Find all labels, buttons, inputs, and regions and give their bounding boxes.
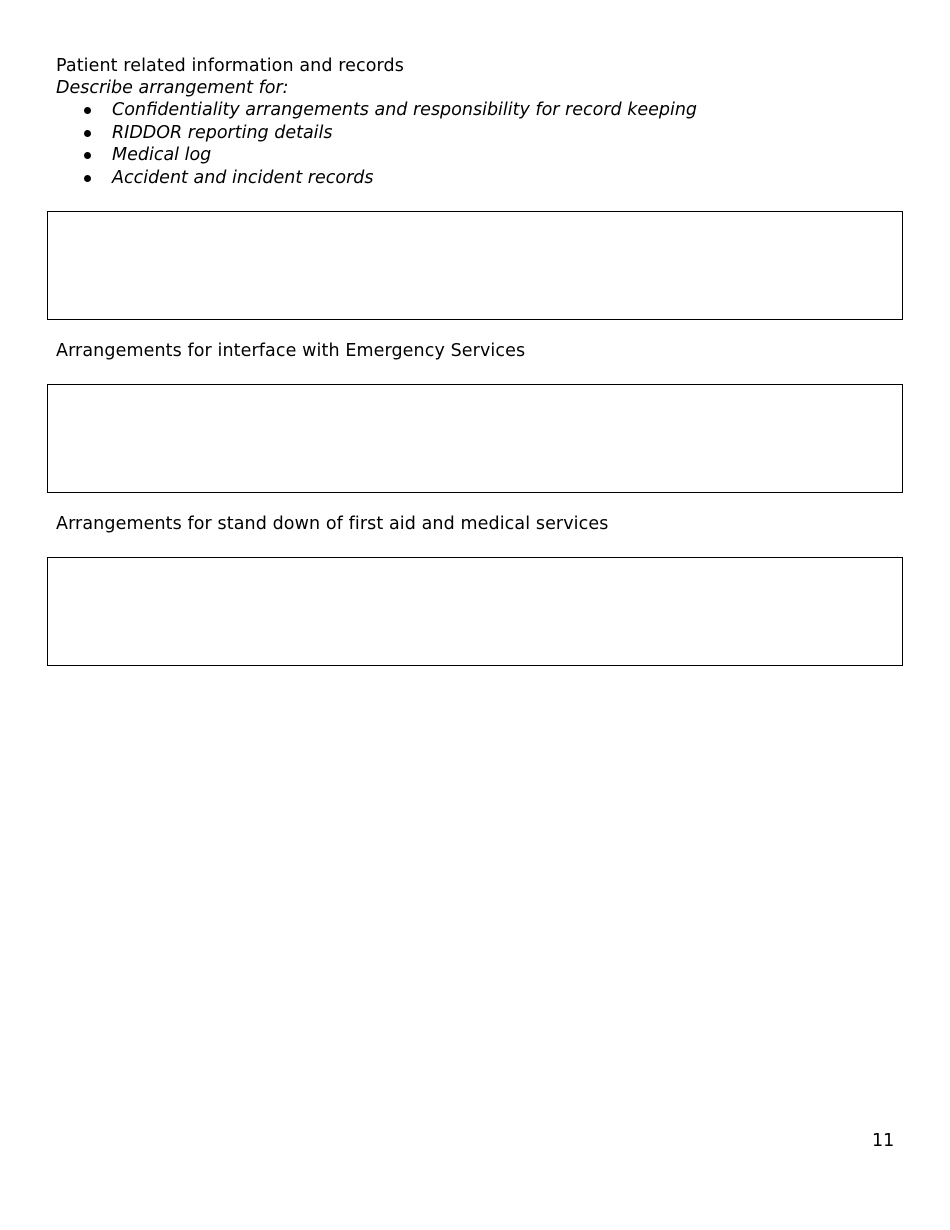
bullet-icon bbox=[84, 130, 91, 137]
stand-down-text-box[interactable] bbox=[47, 557, 903, 666]
section-title-stand-down: Arrangements for stand down of first aid and medical services bbox=[56, 514, 609, 534]
emergency-services-text-box[interactable] bbox=[47, 384, 903, 493]
list-item-text: RIDDOR reporting details bbox=[112, 122, 333, 143]
section-instruction: Describe arrangement for: bbox=[56, 78, 289, 98]
list-item-text: Medical log bbox=[112, 145, 212, 166]
section-title-emergency-services: Arrangements for interface with Emergency Services bbox=[56, 341, 526, 361]
list-item-text: Accident and incident records bbox=[112, 168, 374, 189]
section-title-patient-records: Patient related information and records bbox=[56, 56, 404, 76]
bullet-icon bbox=[84, 107, 91, 114]
page-number: 11 bbox=[872, 1131, 895, 1151]
bullet-icon bbox=[84, 152, 91, 159]
list-item-text: Confidentiality arrangements and responsibility for record keeping bbox=[112, 100, 698, 120]
bullet-icon bbox=[84, 175, 91, 182]
patient-records-text-box[interactable] bbox=[47, 211, 903, 320]
